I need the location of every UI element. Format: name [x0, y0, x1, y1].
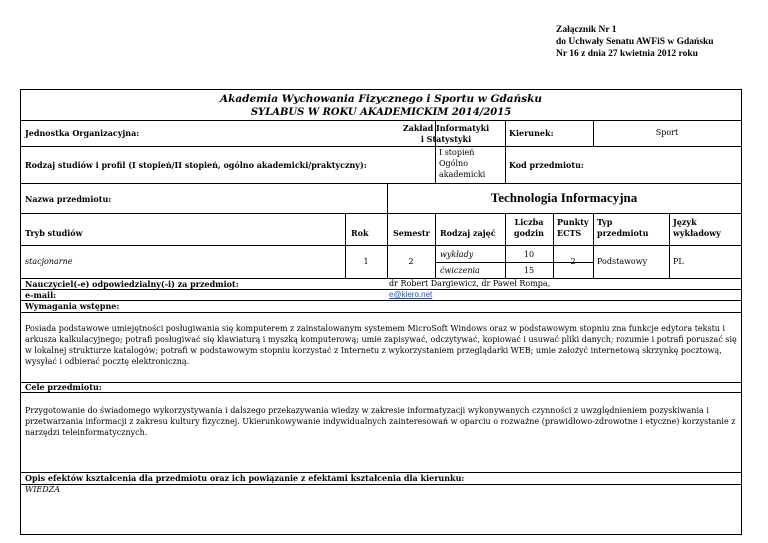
divider: [505, 120, 506, 183]
divider: [21, 484, 741, 485]
row-ects: 2: [570, 257, 576, 266]
col-semester: Semestr: [393, 228, 430, 238]
col-language-line2: wykładowy: [673, 228, 721, 238]
study-type-line3: akademicki: [439, 170, 486, 179]
divider: [21, 289, 741, 290]
divider: [345, 213, 346, 278]
syllabus-title: SYLABUS W ROKU AKADEMICKIM 2014/2015: [250, 107, 512, 118]
col-type-line1: Typ: [597, 217, 613, 227]
divider: [669, 213, 670, 278]
course-code-label: Kod przedmiotu:: [509, 160, 584, 170]
study-type-label: Rodzaj studiów i profil (I stopień/II stopień, ogólno akademicki/praktyczny):: [25, 160, 367, 170]
col-hours-line1: Liczba: [514, 217, 544, 227]
col-class-type: Rodzaj zajęć: [440, 228, 496, 238]
requirements-label: Wymagania wstępne:: [25, 301, 120, 311]
divider: [21, 183, 741, 184]
direction-label: Kierunek:: [509, 128, 554, 138]
col-mode: Tryb studiów: [25, 228, 83, 238]
divider: [21, 146, 741, 147]
annex-header: [556, 24, 714, 60]
org-unit-value-line1: Zakład Informatyki: [402, 123, 490, 133]
divider: [21, 392, 741, 393]
row-mode: stacjonarne: [25, 257, 73, 266]
annex-line-2: do Uchwały Senatu AWFiS w Gdańsku: [556, 37, 714, 47]
outcomes-knowledge: WIEDZA: [25, 485, 60, 494]
study-type-line1: I stopień: [439, 148, 475, 157]
org-unit-label: Jednostka Organizacyjna:: [25, 128, 140, 138]
org-unit-value-line2: i Statystyki: [420, 134, 472, 144]
col-hours-line2: godzin: [514, 228, 544, 238]
col-ects-line1: Punkty: [557, 217, 589, 227]
annex-line-1: Załącznik Nr 1: [556, 25, 617, 35]
row-type: Podstawowy: [597, 257, 648, 266]
teacher-label: Nauczyciel(-e) odpowiedzialny(-i) za przedmiot:: [25, 279, 239, 289]
requirements-text: Posiada podstawowe umiejętności posługiwania się komputerem z zainstalowanym systemem MicroSoft Windows oraz w podstawowym stopniu zna funkcje edytora tekstu i arkusza kalkulacyjnego; potrafi posługiwać się klawiaturą i myszką komputerową; umie zapisywać, odczytywać, kopiować i usuwać pliki danych; rozumie i potrafi poruszać się w lokalnej strukturze katalogów; potrafi w podstawowym stopniu korzystać z Internetu z wykorzystaniem przeglądarki WEB; umie założyć internetową skrzynkę pocztową, wysyłać i odbierać pocztę elektroniczną.: [25, 324, 737, 366]
study-type-line2: Ogólno: [439, 159, 469, 168]
row-year: 1: [363, 257, 369, 266]
divider: [21, 213, 741, 214]
divider: [21, 245, 741, 246]
email-label: e-mail:: [25, 290, 57, 300]
row-class-lecture: wykłady: [440, 250, 474, 259]
teacher-value: dr Robert Dargiewicz, dr Paweł Rompa,: [389, 279, 551, 288]
divider: [21, 312, 741, 313]
divider: [21, 120, 741, 121]
divider: [435, 213, 436, 278]
goals-text: Przygotowanie do świadomego wykorzystywania i dalszego przekazywania wiedzy w zakresie informatyzacji wykonywanych czynności z uwzględnieniem pozyskiwania i przetwarzania informacji z zakresu kultury fizycznej. Ukierunkowywanie indywidualnych zainteresowań w oparciu o rozważne (prawidłowo-zdrowotne i etyczne) korzystanie z narzędzi teleinformatycznych.: [25, 406, 736, 437]
email-link[interactable]: e@kiero.net: [389, 290, 433, 299]
divider: [21, 382, 741, 383]
col-ects-line2: ECTS: [557, 228, 582, 238]
annex-line-3: Nr 16 z dnia 27 kwietnia 2012 roku: [556, 49, 698, 59]
col-year: Rok: [351, 228, 369, 238]
divider: [553, 213, 554, 278]
row-language: PL: [673, 257, 684, 266]
outcomes-label: Opis efektów kształcenia dla przedmiotu oraz ich powiązanie z efektami kształcenia dla kierunku:: [25, 473, 465, 483]
syllabus-table: [20, 89, 742, 535]
row-hours-lecture: 10: [523, 250, 535, 259]
divider: [387, 213, 388, 278]
col-language-line1: Język: [673, 217, 697, 227]
row-semester: 2: [408, 257, 414, 266]
divider: [21, 300, 741, 301]
direction-value: Sport: [655, 128, 679, 137]
goals-label: Cele przedmiotu:: [25, 382, 102, 392]
subject-name-value: Technologia Informacyjna: [490, 190, 638, 205]
subject-name-label: Nazwa przedmiotu:: [25, 194, 112, 204]
row-hours-exercises: 15: [523, 266, 535, 275]
row-class-exercises: ćwiczenia: [440, 266, 480, 275]
academy-title: Akademia Wychowania Fizycznego i Sportu w Gdańsku: [219, 93, 543, 105]
divider: [593, 213, 594, 278]
col-type-line2: przedmiotu: [597, 228, 649, 238]
